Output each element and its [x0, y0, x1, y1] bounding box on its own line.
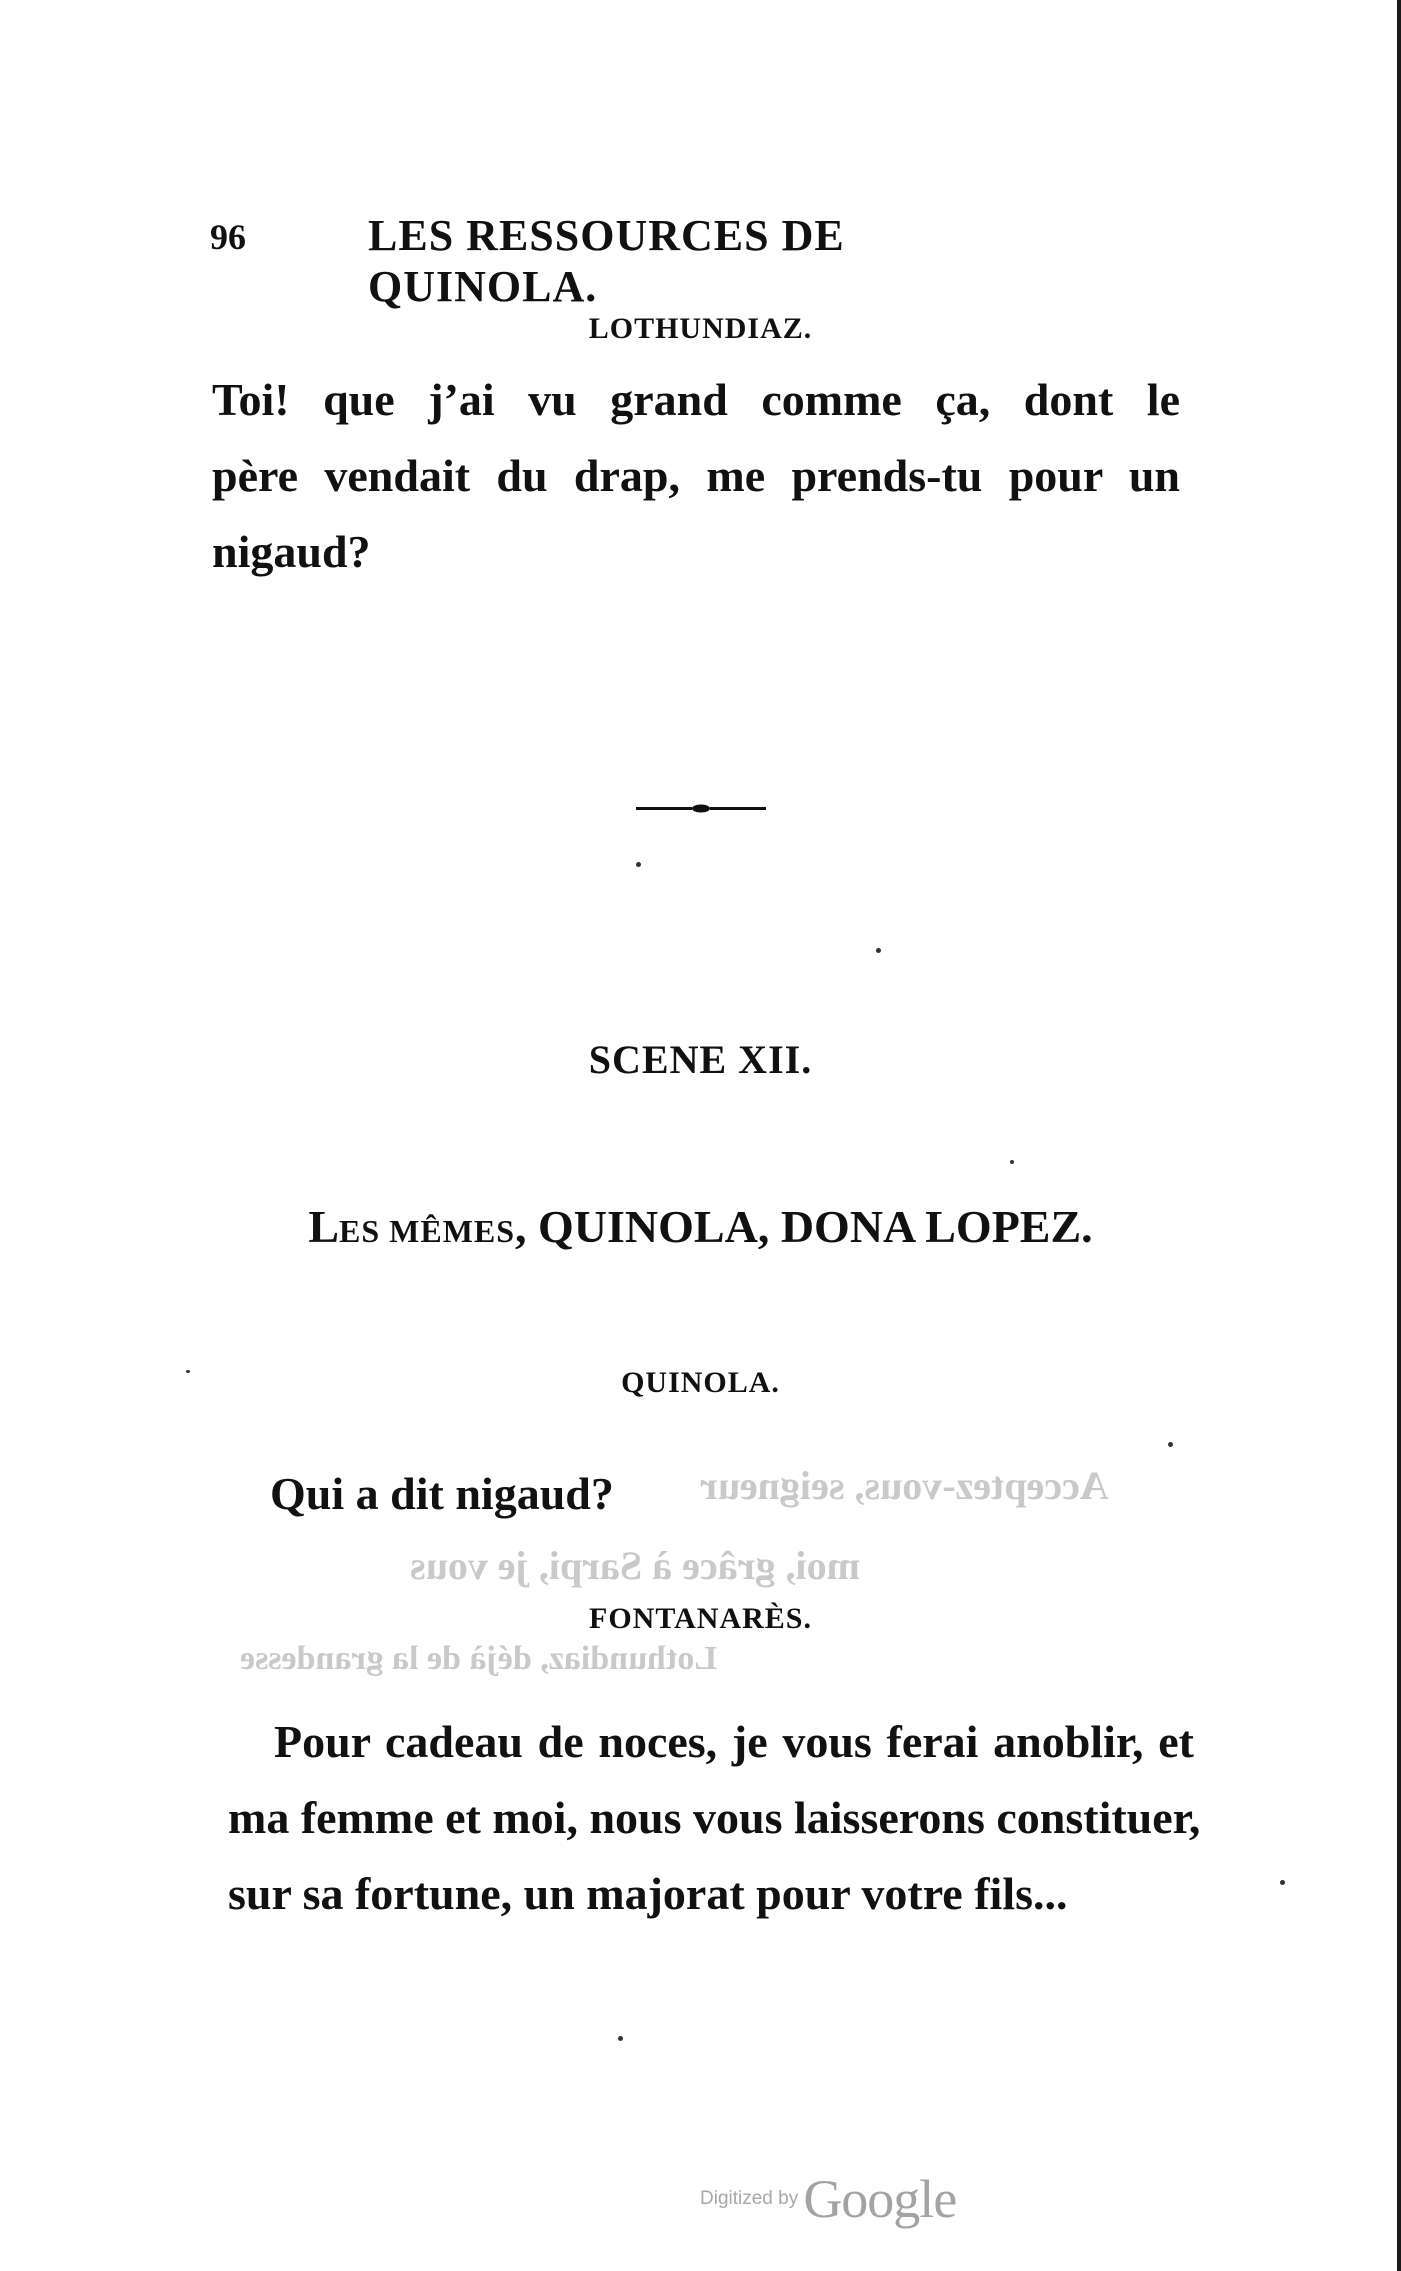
speaker-quinola: QUINOLA.: [621, 1366, 780, 1399]
speaker-lothundiaz: LOTHUNDIAZ.: [588, 312, 813, 345]
speech-line: Toi! que j’ai vu grand comme ça, dont le: [212, 374, 1180, 425]
speech-line: Qui a dit nigaud?: [270, 1468, 614, 1519]
page-number: 96: [210, 217, 246, 257]
speech-line: père vendait du drap, me prends-tu pour un: [212, 450, 1180, 501]
scan-speck: [636, 862, 641, 867]
speech-line: nigaud?: [212, 526, 371, 577]
scan-speck: [618, 2036, 623, 2041]
speech-quinola: [270, 1456, 670, 1532]
running-title: LES RESSOURCES DE QUINOLA.: [368, 211, 845, 311]
page-header: [210, 210, 1050, 311]
characters-names: , QUINOLA, DONA LOPEZ.: [515, 1201, 1093, 1252]
digitized-by-label: Digitized by: [700, 2188, 799, 2209]
characters-initial: L: [308, 1201, 339, 1252]
speech-fontanares: [228, 1704, 1201, 1932]
bleed-through-line: moi, grâce à Sarpi, je vous: [410, 1543, 860, 1588]
scan-speck: [1168, 1442, 1173, 1447]
speaker-fontanares: FONTANARÈS.: [589, 1602, 812, 1635]
characters-small-caps: ES MÊMES: [339, 1213, 516, 1249]
scene-characters: [0, 1200, 1401, 1253]
scan-speck: [186, 1370, 190, 1373]
ornament-divider: [636, 803, 766, 813]
scan-speck: [876, 948, 881, 953]
speech-line: ma femme et moi, nous vous laisserons constituer,: [228, 1792, 1201, 1843]
scan-speck: [1010, 1160, 1014, 1164]
speech-lothundiaz: [212, 362, 1180, 590]
speech-line: Pour cadeau de noces, je vous ferai anoblir, et: [274, 1716, 1194, 1767]
google-logo: Google: [803, 2169, 957, 2229]
scene-title: SCENE XII.: [588, 1037, 813, 1082]
speech-line: sur sa fortune, un majorat pour votre fils...: [228, 1868, 1068, 1919]
scan-speck: [1280, 1880, 1285, 1885]
digitized-watermark: [700, 2168, 1000, 2228]
bleed-through-line: Lothundiaz, déjà de la grandesse: [240, 1640, 717, 1677]
bleed-through-line: Acceptez-vous, seigneur: [700, 1463, 1109, 1508]
